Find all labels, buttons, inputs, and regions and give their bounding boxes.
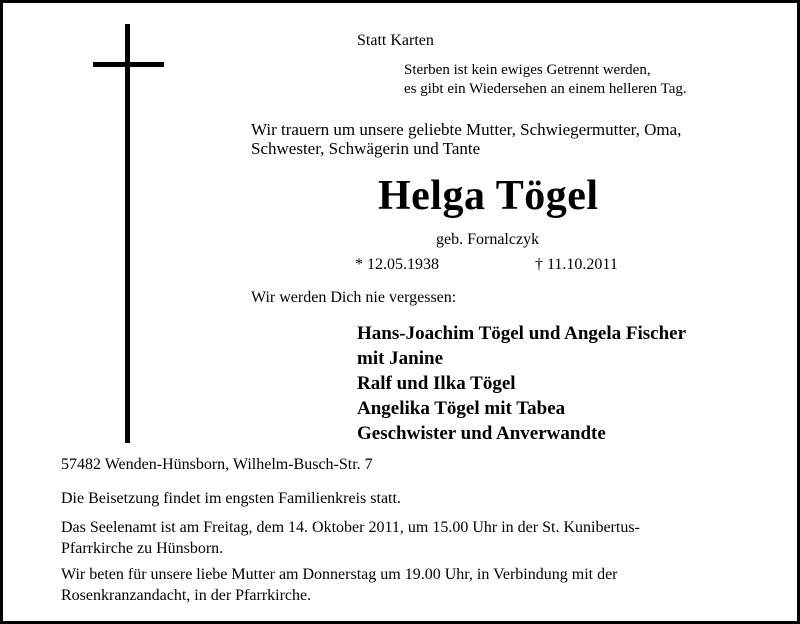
burial-notice: Die Beisetzung findet im engsten Familienkreis statt. (61, 490, 401, 507)
requiem-notice-line-2: Pfarrkirche zu Hünsborn. (61, 540, 224, 557)
deceased-name: Helga Tögel (378, 173, 599, 219)
birth-date: * 12.05.1938 (355, 256, 439, 273)
remembrance-line: Wir werden Dich nie vergessen: (251, 289, 457, 306)
cross-icon (125, 24, 130, 443)
mourner-entry: Angelika Tögel mit Tabea (357, 398, 566, 419)
quote-line-1: Sterben ist kein ewiges Getrennt werden, (404, 62, 651, 78)
intro-line-1: Wir trauern um unsere geliebte Mutter, Schwiegermutter, Oma, (251, 120, 682, 139)
mourners-list (357, 321, 686, 446)
mourner-entry: Ralf und Ilka Tögel (357, 373, 516, 394)
mourner-entry: mit Janine (357, 348, 444, 369)
mourner-entry: Geschwister und Anverwandte (357, 423, 606, 444)
death-date: † 11.10.2011 (535, 256, 618, 273)
quote-line-2: es gibt ein Wiedersehen an einem helleren Tag. (404, 81, 687, 97)
prayer-notice-line-1: Wir beten für unsere liebe Mutter am Donnerstag um 19.00 Uhr, in Verbindung mit der (61, 566, 618, 583)
mourner-entry: Hans-Joachim Tögel und Angela Fischer (357, 323, 687, 344)
address: 57482 Wenden-Hünsborn, Wilhelm-Busch-Str. 7 (61, 456, 373, 473)
requiem-notice-line-1: Das Seelenamt ist am Freitag, dem 14. Oktober 2011, um 15.00 Uhr in der St. Kunibertus- (61, 519, 640, 536)
intro-line-2: Schwester, Schwägerin und Tante (251, 139, 481, 158)
maiden-name: geb. Fornalczyk (436, 231, 540, 248)
prayer-notice-line-2: Rosenkranzandacht, in der Pfarrkirche. (61, 587, 312, 604)
statt-karten-label: Statt Karten (357, 32, 434, 49)
cross-icon-beam (93, 62, 164, 67)
